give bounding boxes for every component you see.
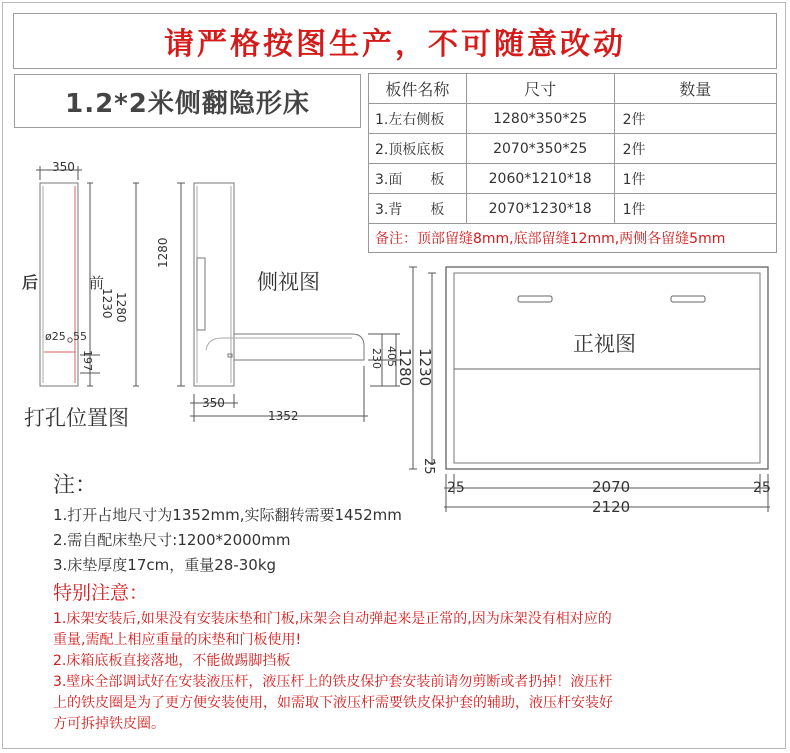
- part-name: 3.背 板: [369, 194, 467, 224]
- header-size: 尺寸: [466, 74, 614, 104]
- side-dim-230: 230: [370, 348, 383, 369]
- part-qty: 1件: [614, 164, 776, 194]
- part-size: 2070*1230*18: [466, 194, 614, 224]
- special-line: 方可拆掉铁皮圈。: [53, 716, 165, 732]
- front-view-title: 正视图: [573, 332, 636, 356]
- back-label: 后: [22, 273, 39, 292]
- special-notice-heading: 特别注意：: [53, 582, 149, 604]
- front-dim-2070: 2070: [592, 478, 631, 496]
- side-dim-350: 350: [202, 396, 225, 410]
- part-name: 3.面 板: [369, 164, 467, 194]
- part-qty: 1件: [614, 194, 776, 224]
- header-part-name: 板件名称: [369, 74, 467, 104]
- hole-width-dim: 350: [52, 160, 75, 174]
- model-title: 1.2*2米侧翻隐形床: [14, 74, 361, 128]
- note-line: 1.打开占地尺寸为1352mm,实际翻转需要1452mm: [53, 506, 402, 524]
- special-notice-section: [53, 578, 773, 735]
- part-size: 1280*350*25: [466, 104, 614, 134]
- front-dim-25-vertical: 25: [421, 458, 436, 475]
- notes-heading: 注：: [53, 473, 98, 498]
- front-dim-2120: 2120: [592, 498, 631, 516]
- special-line: 1.床架安装后,如果没有安装床垫和门板,床架会自动弹起来是正常的,因为床架没有相对应的: [53, 611, 612, 627]
- hole-dim-1230: 1230: [100, 288, 114, 319]
- part-qty: 2件: [614, 104, 776, 134]
- hole-diameter: ø25: [45, 330, 66, 343]
- notes-section: [53, 468, 773, 578]
- side-dim-1352: 1352: [268, 409, 299, 423]
- special-line: 3.壁床全部调试好在安装液压杆，液压杆上的铁皮保护套安装前请勿剪断或者扔掉！液压杆: [53, 674, 613, 690]
- front-label: 前: [89, 274, 105, 292]
- part-size: 2060*1210*18: [466, 164, 614, 194]
- note-line: 3.床垫厚度17cm，重量28-30kg: [53, 556, 277, 574]
- part-name: 1.左右侧板: [369, 104, 467, 134]
- hole-dim-55: 55: [73, 330, 87, 343]
- side-view-title: 侧视图: [257, 270, 320, 294]
- hole-dim-197: 197: [81, 350, 94, 371]
- front-dim-25-left: 25: [447, 480, 465, 496]
- side-dim-1280: 1280: [156, 237, 170, 268]
- special-line: 重量,需配上相应重量的床垫和门板使用!: [53, 632, 302, 648]
- header-quantity: 数量: [614, 74, 776, 104]
- note-line: 2.需自配床垫尺寸:1200*2000mm: [53, 531, 291, 549]
- side-view-drawing: [177, 183, 400, 422]
- special-line: 2.床箱底板直接落地，不能做踢脚挡板: [53, 653, 291, 669]
- part-name: 2.顶板底板: [369, 134, 467, 164]
- front-dim-1230: 1230: [416, 348, 434, 387]
- part-qty: 2件: [614, 134, 776, 164]
- front-dim-25-right: 25: [753, 480, 771, 496]
- hole-view-title: 打孔位置图: [24, 406, 129, 430]
- part-size: 2070*350*25: [466, 134, 614, 164]
- hole-dim-1280: 1280: [114, 292, 128, 323]
- warning-text: 请严格按图生产，不可随意改动: [164, 27, 626, 62]
- table-note: 备注：顶部留缝8mm,底部留缝12mm,两侧各留缝5mm: [369, 224, 777, 253]
- front-dim-1280: 1280: [396, 348, 414, 387]
- side-dim-405: 405: [385, 346, 398, 367]
- special-line: 上的铁皮圈是为了更方便安装使用，如需取下液压杆需要铁皮保护套的辅助，液压杆安装好: [53, 695, 613, 711]
